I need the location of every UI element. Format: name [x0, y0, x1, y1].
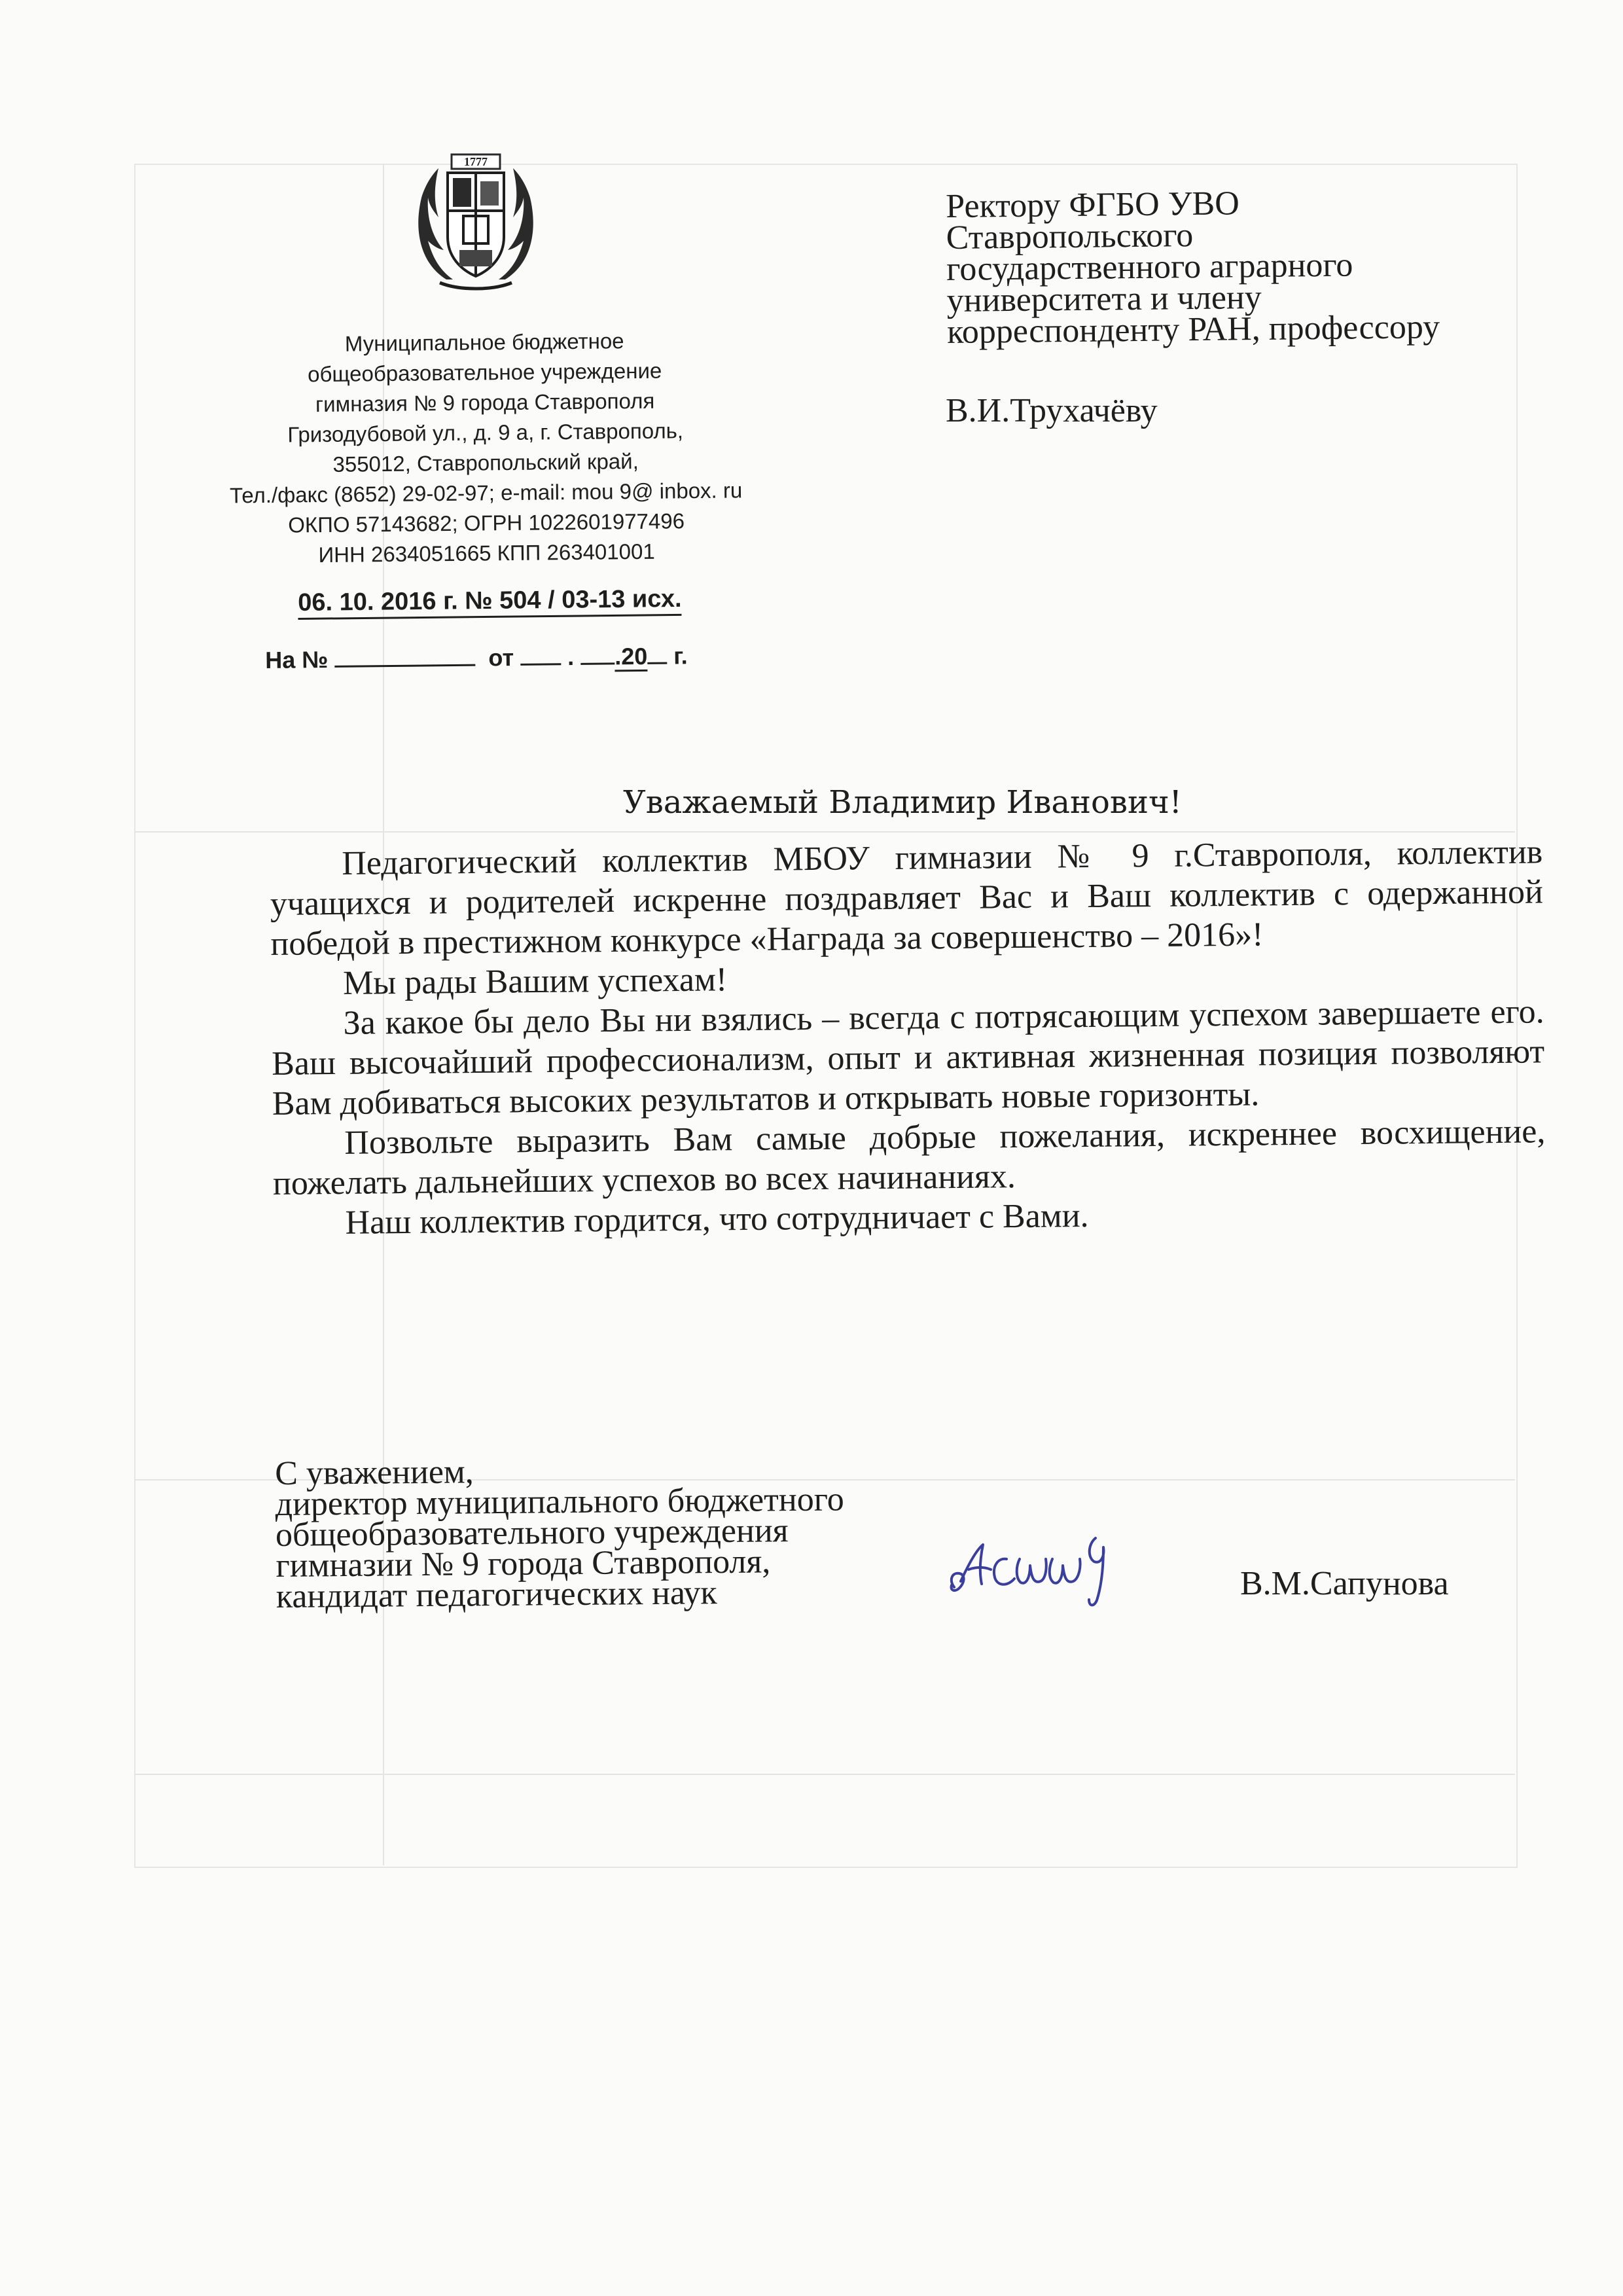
- reference-number-blank: [334, 643, 475, 668]
- city-coat-of-arms-emblem: [401, 145, 551, 302]
- body-paragraph: За какое бы дело Вы ни взялись – всегда с потрясающим успехом завершаете его. Ваш высочайший профессионализм, опыт и активная жизненная позиция позволяют Вам добиваться высоких результатов и открывать новые горизонты.: [271, 993, 1545, 1122]
- letterhead-line: гимназия № 9 города Ставрополя: [315, 388, 655, 417]
- reference-year: .20: [615, 643, 648, 672]
- show-through-line: [134, 1774, 1515, 1775]
- letterhead-line: ИНН 2634051665 КПП 263401001: [318, 539, 655, 567]
- body-paragraph: Наш коллектив гордится, что сотрудничает с Вами.: [345, 1197, 1089, 1242]
- closing-line: общеобразовательного учреждения: [275, 1512, 789, 1554]
- closing-block: [274, 1452, 996, 1615]
- incoming-reference: [265, 641, 688, 674]
- closing-line: С уважением,: [274, 1453, 474, 1492]
- addressee-block: [945, 185, 1575, 351]
- outgoing-number: [298, 585, 682, 617]
- addressee-line: университета и члену: [946, 278, 1262, 319]
- addressee-line: корреспонденту РАН, профессору: [946, 308, 1440, 351]
- letterhead-line: Гризодубовой ул., д. 9 а, г. Ставрополь,: [287, 418, 684, 447]
- reference-day-blank: [520, 642, 561, 666]
- addressee-name: В.И.Трухачёву: [946, 392, 1158, 429]
- closing-line: кандидат педагогических наук: [276, 1574, 717, 1615]
- body-paragraph: Мы рады Вашим успехам!: [342, 961, 728, 1002]
- reference-from: от: [488, 644, 514, 672]
- letter-body: [270, 832, 1546, 1244]
- letterhead-line: ОКПО 57143682; ОГРН 1022601977496: [288, 509, 685, 537]
- letterhead-line: общеобразовательное учреждение: [307, 358, 662, 387]
- emblem-year: 1777: [464, 155, 488, 168]
- addressee-line: Ставропольского: [946, 217, 1194, 257]
- closing-line: гимназии № 9 города Ставрополя,: [276, 1543, 771, 1585]
- reference-suffix: г.: [673, 642, 688, 670]
- reference-prefix: На №: [265, 645, 329, 673]
- outgoing-number-text: 06. 10. 2016 г. № 504 / 03-13 исх.: [298, 585, 682, 620]
- signer-name: В.М.Сапунова: [1240, 1565, 1449, 1602]
- show-through-line: [134, 831, 1515, 833]
- reference-month-blank: [580, 641, 615, 665]
- reference-dot: .: [567, 643, 575, 671]
- addressee-line: государственного аграрного: [946, 246, 1353, 288]
- body-paragraph: Педагогический коллектив МБОУ гимназии № 9 г.Ставрополя, коллектив учащихся и родителей искренне поздравляет Вас и Ваш коллектив с одержанной победой в престижном конкурсе «Награда за совершенство – 2016»!: [270, 833, 1544, 963]
- reference-year-blank: [647, 641, 667, 664]
- letterhead-line: Муниципальное бюджетное: [344, 329, 624, 356]
- body-paragraph: Позвольте выразить Вам самые добрые пожелания, искреннее восхищение, пожелать дальнейших успехов во всех начинаниях.: [272, 1113, 1546, 1202]
- handwritten-signature: [942, 1518, 1139, 1617]
- closing-line: директор муниципального бюджетного: [275, 1480, 844, 1523]
- letterhead-line: 355012, Ставропольский край,: [332, 448, 639, 476]
- salutation: Уважаемый Владимир Иванович!: [623, 784, 1182, 821]
- sender-letterhead: [196, 325, 775, 571]
- addressee-line: Ректору ФГБО УВО: [945, 185, 1240, 225]
- letterhead-line: Тел./факс (8652) 29-02-97; e-mail: mou 9@ inbox. ru: [229, 478, 743, 508]
